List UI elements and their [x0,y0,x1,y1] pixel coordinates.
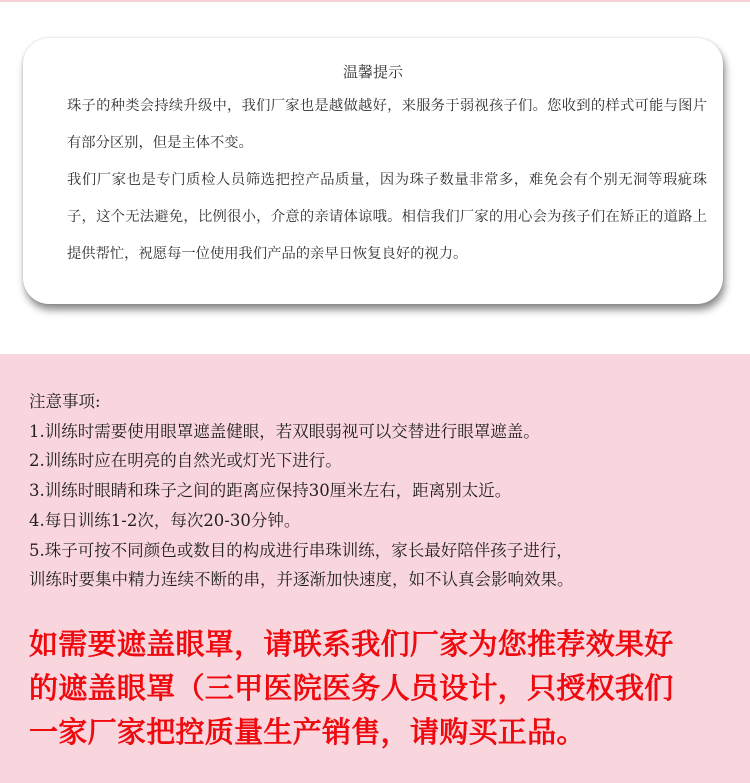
top-divider [0,0,750,2]
eye-patch-notice [29,622,729,754]
eye-patch-notice-line: 如需要遮盖眼罩，请联系我们厂家为您推荐效果好 [29,627,674,661]
warm-tips-title: 温馨提示 [342,63,403,81]
precaution-item: 3.训练时眼睛和珠子之间的距离应保持30厘米左右，距离别太近。 [29,481,512,501]
precaution-item: 4.每日训练1-2次，每次20-30分钟。 [29,510,301,530]
eye-patch-notice-line: 一家厂家把控质量生产销售，请购买正品。 [29,715,586,749]
eye-patch-notice-line: 的遮盖眼罩（三甲医院医务人员设计，只授权我们 [29,671,674,705]
precaution-item: 1.训练时需要使用眼罩遮盖健眼，若双眼弱视可以交替进行眼罩遮盖。 [29,421,540,441]
precautions-list [29,387,729,595]
warm-tips-paragraph-1: 珠子的种类会持续升级中，我们厂家也是越做越好，来服务于弱视孩子们。您收到的样式可能与图片有部分区别，但是主体不变。 [67,98,707,151]
warm-tips-card [23,38,723,304]
precaution-item: 2.训练时应在明亮的自然光或灯光下进行。 [29,451,342,471]
precaution-item: 5.珠子可按不同颜色或数目的构成进行串珠训练，家长最好陪伴孩子进行， [29,540,573,560]
warm-tips-paragraph-2: 我们厂家也是专门质检人员筛选把控产品质量，因为珠子数量非常多，难免会有个别无洞等瑕疵珠子，这个无法避免，比例很小，介意的亲请体谅哦。相信我们厂家的用心会为孩子们在矫正的道路上提供帮忙，祝愿每一位使用我们产品的亲早日恢复良好的视力。 [67,172,707,262]
precaution-item: 训练时要集中精力连续不断的串，并逐渐加快速度，如不认真会影响效果。 [29,570,574,590]
precautions-section [0,354,750,783]
precautions-heading: 注意事项: [29,392,101,411]
